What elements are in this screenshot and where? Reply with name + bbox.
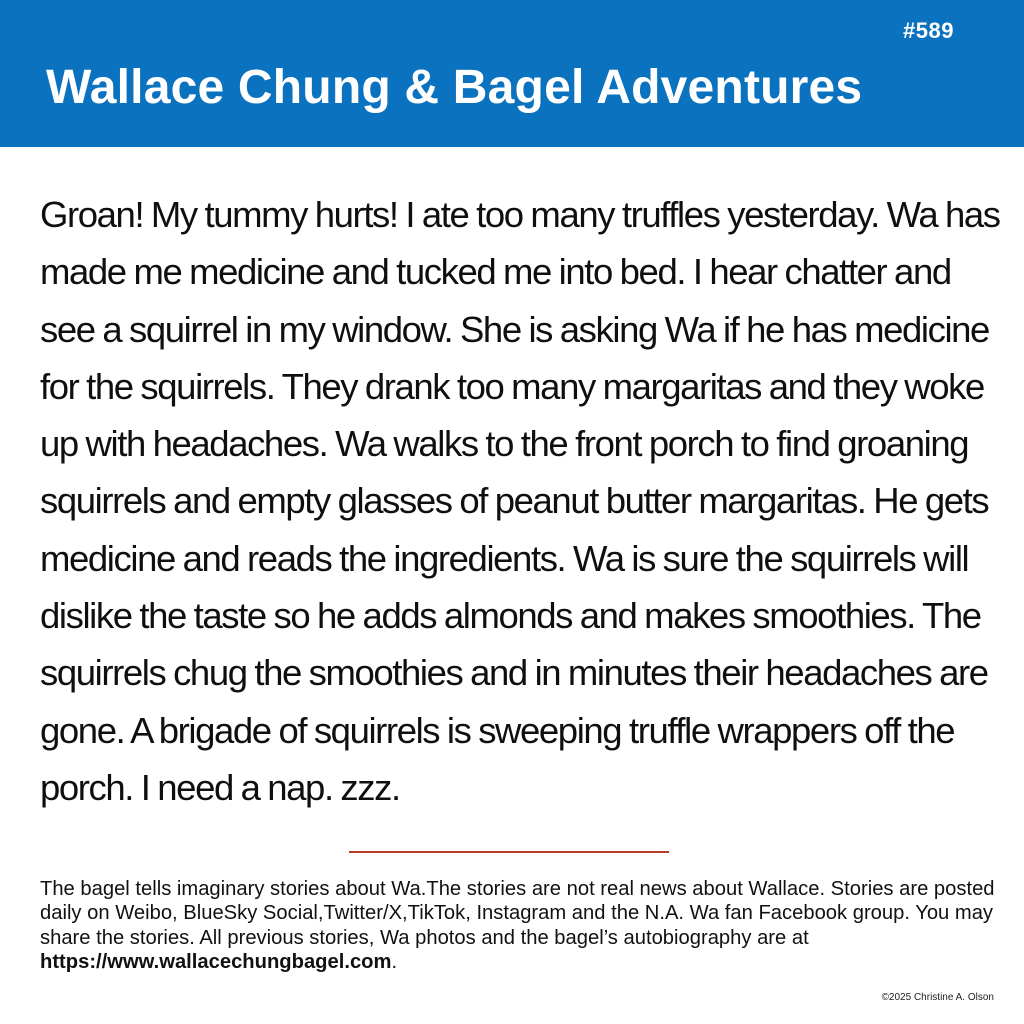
issue-number: #589 (903, 18, 954, 43)
page-title: Wallace Chung & Bagel Adventures (46, 61, 863, 114)
story-text: Groan! My tummy hurts! I ate too many truffles yesterday. Wa has made me medicine and tucked me into bed. I hear chatter and see a squirrel in my window. She is asking Wa if he has medicine for the squirrels. They drank too many margaritas and they woke up with headaches. Wa walks to the front porch to find groaning squirrels and empty glasses of peanut butter margaritas. He gets medicine and reads the ingredients. Wa is sure the squirrels will dislike the taste so he adds almonds and makes smoothies. The squirrels chug the smoothies and in minutes their headaches are gone. A brigade of squirrels is sweeping truffle wrappers off the porch. I need a nap. zzz. (40, 194, 1000, 808)
header-banner (0, 0, 1024, 147)
copyright-notice: ©2025 Christine A. Olson (881, 992, 994, 1003)
footer-note (40, 877, 1000, 974)
footer-period: . (391, 950, 398, 973)
footer-text: The bagel tells imaginary stories about Wa.The stories are not real news about Wallace. Stories are posted daily on Weibo, BlueSky Social,Twitter/X,TikTok, Instagram and the N.A. Wa fan Facebook group. You may share the stories. All previous stories, Wa photos and the bagel’s autobiography are at (40, 878, 995, 949)
divider-line (349, 851, 669, 853)
website-link[interactable]: https://www.wallacechungbagel.com (40, 950, 392, 973)
